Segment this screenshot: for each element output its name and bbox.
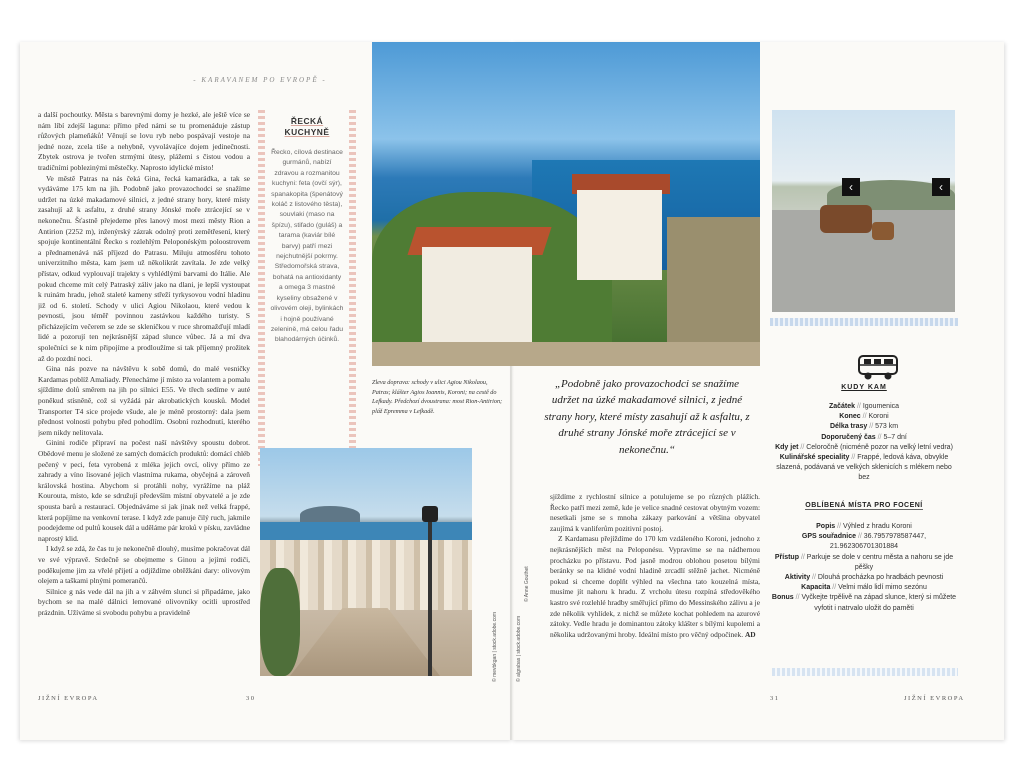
building-shape [577,190,662,280]
section-footer-left: JIŽNÍ EVROPA [38,695,99,702]
separator: // [795,594,800,602]
photo-credit: © mevbkgan | stock.adobe.com [492,611,498,682]
route-info-list [770,402,958,484]
photo-spots-title [770,502,958,509]
info-label: Kdy jet [775,443,799,451]
info-label: Aktivity [784,574,811,582]
lamp-post-shape [428,518,432,676]
info-row [770,553,958,573]
chevron-left-sign-icon: ‹ [932,178,950,196]
info-label: Kulinářské speciality [779,454,850,462]
info-value: Výhled z hradu Koroni [842,523,912,530]
info-row [770,583,958,593]
end-mark: AD [744,629,756,639]
pull-quote: „Podobně jako provazochodci se snažíme udržet na úzké makadamové silnici, z jedné strany hory, které místy zasahují až k asfaltu, z druhé strany Jónské moře ztrácející se v nekonečnu.“ [544,378,750,456]
info-row [770,573,958,583]
info-label: Bonus [771,594,794,602]
ornament-border [349,110,356,466]
separator: // [832,584,837,592]
page-number-right: 31 [770,695,780,702]
right-article-column [550,492,760,672]
route-info-box [770,318,958,668]
info-value: Velmi málo lidí mimo sezónu [838,584,927,592]
info-row [770,422,958,432]
info-label: Délka trasy [829,423,868,431]
paragraph: Gina nás pozve na návštěvu k sobě domů, do malé vesničky Kardamas poblíž Amaliady. Přenecháme jí místo za volantem a pomalu sjíždíme dolů směrem na jih po silnici E55. Ve třech sedíme v auté poněkud stísněně, což si vyžádá pár akrobatických kousků. Model Transporter T4 sice projede všude, ale je méně prostorný: dala jsem přednost volnosti pohybu před pohodlím. Osobní rozhodnutí, kterého jsem nikdy nelitovala. [38,364,250,437]
stairs-shape [290,608,440,676]
wall-shape [372,342,760,366]
info-label: GPS souřadnice [801,533,856,541]
decorative-band [772,668,958,676]
sidebar-title-line: KUCHYNĚ [284,127,330,137]
info-label: Popis [816,523,836,530]
running-head: - KARAVANEM PO EVROPĚ - [193,76,327,84]
info-value: Celoročně (nicméně pozor na velký letní vedra) [806,443,953,451]
photo-credit: © Anne Gouthet [524,566,530,602]
monastery-photo [372,42,760,366]
lamp-head-shape [422,506,438,522]
calf-shape [872,222,894,240]
page-number-left: 30 [246,695,256,702]
separator: // [800,553,805,561]
sidebar-title-line: ŘECKÁ [290,116,324,126]
info-value: 5–7 dní [883,433,907,441]
info-value: Igoumenica [862,403,900,410]
info-value: Frappé, ledová káva, obvykle slazená, podávaná ve velkých sklenicích s mlékem nebo bez [776,454,952,482]
paragraph: I když se zdá, že čas tu je nekonečně dlouhý, musíme pokračovat dál ve své výpravě. Srdečně se obejmeme s Ginou a jejími rodiči, poděkujeme jim za vřelé přijetí a odjíždíme obtěžkáni dary: olivovým olejem a taškami plnými pomerančů. [38,544,250,586]
tree-shape [260,568,300,676]
chevron-left-sign-icon: ‹ [842,178,860,196]
info-row [770,433,958,443]
separator: // [862,413,867,421]
paragraph: sjíždíme z rychlostní silnice a potulujeme se po různých plážích. Řecko patří mezi země, kde je velice snadné cestovat obytným vozem: nesetkali jsme se s mnoha zákazy parkování a většina obyvatel zaujímá k vanliferům pozitivní postoj. [550,492,760,533]
info-label: Začátek [828,403,856,410]
paragraph [550,534,760,640]
info-value: 36.7957978587447, 21.962306701301884 [829,533,927,551]
info-label: Konec [839,413,861,421]
info-value: Vyčkejte trpělivě na západ slunce, který si můžete vyfotit i natrvalo uložit do paměti [801,594,957,612]
decorative-band [770,318,958,326]
paragraph: Silnice g nás vede dál na jih a v záhvém slunci si připadáme, jako bychom se na malé dálnici lemované olivovníky ocitli uprostřed prázdnin. Užíváme si svobodu pohybu a pravidelně [38,586,250,617]
separator: // [851,454,856,462]
photo-spots-title-text: OBLÍBENÁ MÍSTA PRO FOCENÍ [805,502,923,509]
sidebar-text: Řecko, cílová destinace gurmánů, nabízí zdravou a rozmanitou kuchyni: feta (ovčí sýr), spanakopita (špenátový koláč z listového těsta), souvlaki (maso na špízu), stifado (guláš) a tarama (kaviár bílé barvy) patří mezi nejchutnější pokrmy. Středomořská strava, bohatá na antioxidanty a omega 3 mastné kyseliny obsažené v olivovém oleji, bylinkách i hojně používané zelenině, má celou řadu blahodárných účinků. [270,149,344,344]
info-value: Parkuje se dole v centru města a nahoru se jde pěšky [806,553,954,571]
sidebar-title [258,116,356,138]
photo-spots-list [770,522,958,614]
info-row [770,532,958,552]
paragraph: a další pochoutky. Města s barevnými domy je hezké, ale ještě více se nám líbí zdejší laguna: přímo před námi se tu promenáduje zástup růžových plameňáků! Věnují se lovu ryb nebo pospávají vestoje na jedné noze, zcela tiše a nehybně, vyvolávajíce dojem jedinečnosti. Zbytek ostrova je tvořen strmými útesy, plážemi s čistou vodou a tradičními poblezinými městečky. Naprosto idylické místo! [38,110,250,172]
paragraph: Ve městě Patras na nás čeká Gina, řecká kamarádka, a tak se vydáváme 175 km na jih. Podobně jako provazochodci se snažíme udržet na úzké makadamové silnici, z jedné strany hory, které místy zasahují až k asfaltu, z druhé strany Jónské moře ztrácející se v nekonečnu. Šťastně přejedeme přes lanový most mezi městy Rion a Antirion (2252 m), inženýrský zázrak odolný proti zemětřesení, který spojuje kontinentální Řecko s rozlehlým Peloponéským poloostrovem a přednamenává náš příjezd do Patrasu. Miluju atmosféru tohoto univerzitního města, kam jsem už několikrát zavítala. Je zde velký přístav, odkud vyplouvají trajekty s vyhlédlými barvami do Itálie. Ale pokud chceme mít celý Patraský záliv jako na dlani, je lepší vystoupat k ruinám hradu, jehož staleté kameny střeží tyrkysovou vodní hladinu již od 6. století. Schody v ulici Agiou Nikolaou, které vedou k pevnosti, jsou téměř povinnou zastávkou každého turisty. S přicházejícím večerem se zde se skleničkou v ruce shromažďují mladí lidé a pozorují ten nejkrásnější západ slunce vůbec. Já a mí dva společníci se k nim připojíme a prodloužíme si tak příjemný prožitek až do pozdní noci. [38,173,250,363]
separator: // [869,423,874,431]
photo-caption: Zleva doprava: schody v ulici Agiou Nikolaou, Patras; klášter Agios Ioannis, Koroni; na cestě do Lefkady. Předchozí dvoustrana: most Rion-Antirion; pláž Epremma v Lefkadě. [372,379,503,415]
greek-cuisine-sidebar [258,110,356,466]
info-label: Doporučený čas [821,433,876,441]
separator: // [800,443,805,451]
separator: // [812,574,816,582]
info-value: Dlouhá procházka po hradbách pevnosti [817,574,944,582]
info-row [770,453,958,484]
patras-stairs-photo [260,448,472,676]
paragraph-text: Z Kardamasu přejíždíme do 170 km vzdáleného Koroni, jednoho z nejkrásnějších měst na Peloponésu. Vypravíme se na nádhernou procházku po přístavu. Pod jasně modrou oblohou posetou bílými beránky se na klidné vodní hladině zrcadlí stěžně jachet. Nicméně pokud si chceme doplňt výhled na všechna tato kouzelná místa, musíme jít nahoru k hradu. Z vrcholu útesu rozpíná středověkého kastro své rozlehlé hradby směřující přímo do Messinského zálivu a je zde několik vyhlídek, z nichž se můžete kochat pohledem na azurové zátoky. Vedle hradu je dominantou zátoky klášter s bílými kupolemi a několika udržovanými hroby. Ideální místo pro věčný odpočinek. [550,534,760,639]
info-label: Přístup [774,553,799,561]
sea-shape [260,522,472,542]
left-article-column [38,110,250,682]
separator: // [877,433,882,441]
road-cows-photo [772,110,955,312]
paragraph: Ginini rodiče připraví na počest naší návštěvy spoustu dobrot. Obědové menu je složené ze samých domácích produktů: domácí chléb pečený v peci, feta vyrobená z mléka jejich ovcí, olivy přímo ze zahrady a víno lisované jejich vlastníma rukama, obyčejná a zároveň královská hostina. Abychom si protáhli nohy, vyrážíme na pláž Kourouta, místo, kde se sdružují především místní obyvatelé a je zde spousta barů a restaurací. Objednáváme si jak jinak než velká frappé, která popíjíme na venkovní terase. I když zde panuje čilý ruch, jakmile poodejdeme od pultů kousek dál a uděláme pár kroků v písku, zavládne naprostý klid. [38,438,250,543]
ornament-border [258,110,265,466]
info-row [770,402,958,412]
info-row [770,522,958,532]
info-value: Koroni [868,413,889,421]
info-label: Kapacita [801,584,831,592]
info-row [770,593,958,613]
building-shape [422,247,532,347]
cow-shape [820,205,872,233]
info-row [770,412,958,422]
route-info-title: KUDY KAM [841,384,887,391]
photo-credit: © algrabas | stock.adobe.com [516,615,522,682]
campervan-icon [856,352,900,382]
info-value: 573 km [875,423,899,431]
separator: // [856,403,861,410]
section-footer-right: JIŽNÍ EVROPA [904,695,965,702]
info-row [770,443,958,453]
separator: // [837,523,842,530]
separator: // [857,533,862,541]
